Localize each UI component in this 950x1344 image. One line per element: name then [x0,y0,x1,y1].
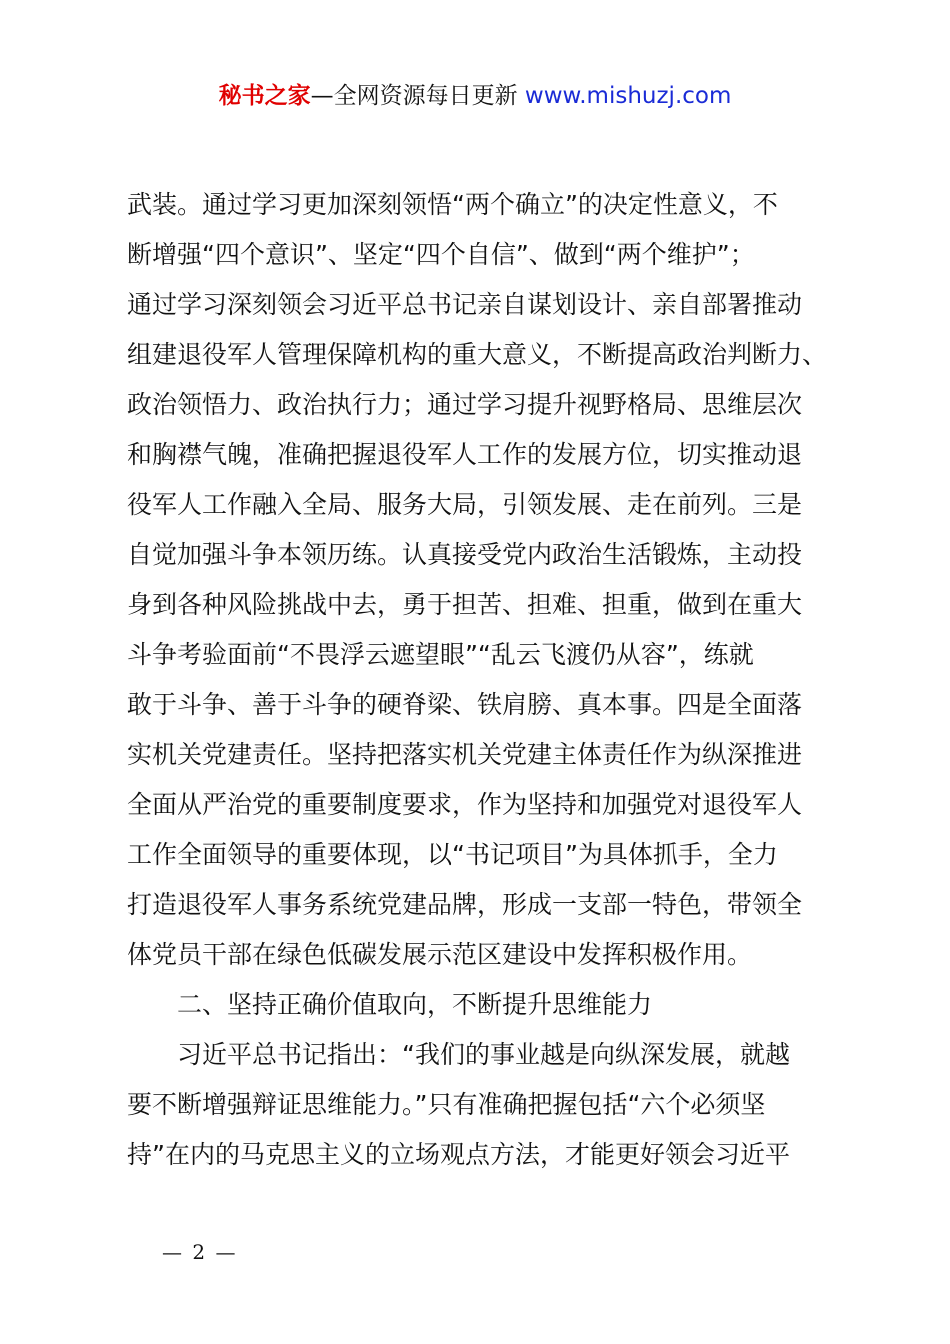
text-line: 习近平总书记指出：“我们的事业越是向纵深发展，就越 [177,1040,790,1069]
text-line: 敢于斗争、善于斗争的硬脊梁、铁肩膀、真本事。四是全面落 [127,690,803,719]
page-number: — 2 — [162,1240,238,1264]
text-line: 体党员干部在绿色低碳发展示范区建设中发挥积极作用。 [127,940,753,969]
text-line: 工作全面领导的重要体现，以“书记项目”为具体抓手，全力 [127,840,778,869]
text-line: 武装。通过学习更加深刻领悟“两个确立”的决定性意义，不 [127,190,778,219]
text-line: 和胸襟气魄，准确把握退役军人工作的发展方位，切实推动退 [127,440,803,469]
document-body [127,180,837,1180]
text-line: 打造退役军人事务系统党建品牌，形成一支部一特色，带领全 [127,890,803,919]
text-line: 通过学习深刻领会习近平总书记亲自谋划设计、亲自部署推动 [127,290,803,319]
text-line: 身到各种风险挑战中去，勇于担苦、担难、担重，做到在重大 [127,590,803,619]
text-line: 全面从严治党的重要制度要求，作为坚持和加强党对退役军人 [127,790,803,819]
text-line: 断增强“四个意识”、坚定“四个自信”、做到“两个维护”； [127,240,755,269]
text-line: 组建退役军人管理保障机构的重大意义，不断提高政治判断力、 [127,340,828,369]
section-heading: 二、坚持正确价值取向，不断提升思维能力 [177,990,653,1019]
text-line: 持”在内的马克思主义的立场观点方法，才能更好领会习近平 [127,1140,790,1169]
text-line: 役军人工作融入全局、服务大局，引领发展、走在前列。三是 [127,490,803,519]
text-line: 政治领悟力、政治执行力；通过学习提升视野格局、思维层次 [127,390,803,419]
text-line: 斗争考验面前“不畏浮云遮望眼”“乱云飞渡仍从容”，练就 [127,640,754,669]
text-line: 实机关党建责任。坚持把落实机关党建主体责任作为纵深推进 [127,740,803,769]
site-header [0,80,950,112]
site-tagline: —全网资源每日更新 [310,83,518,109]
text-line: 要不断增强辩证思维能力。”只有准确把握包括“六个必须坚 [127,1090,766,1119]
site-brand: 秘书之家 [218,83,311,109]
text-line: 自觉加强斗争本领历练。认真接受党内政治生活锻炼，主动投 [127,540,803,569]
site-url-link[interactable]: www.mishuzj.com [524,83,732,109]
